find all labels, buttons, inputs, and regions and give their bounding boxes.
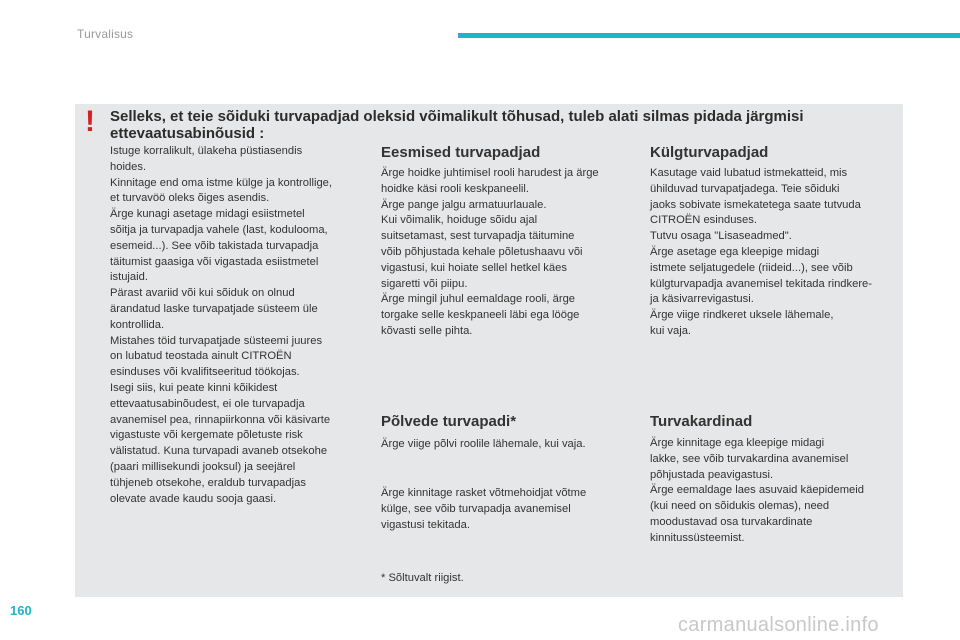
knee-airbag-body-2 (381, 486, 636, 533)
curtain-airbags-body (650, 436, 898, 547)
side-airbags-text: Kasutage vaid lubatud istmekatteid, mis ühilduvad turvapatjadega. Teie sõiduki jaoks sobivate ismekatetega saate tutvuda CITROËN esinduses. Tutvu osaga "Lisaseadmed". Ärge asetage ega kleepige midagi istmete seljatugedele (riideid...), see võib külgturvapadja avanemisel tekitada rindkere- ja käsivarrevigastusi. Ärge viige rindkeret uksele lähemale, kui vaja. (650, 167, 873, 337)
warning-headline: Selleks, et teie sõiduki turvapadjad oleksid võimalikult tõhusad, tuleb alati silmas pidada järgmisi ettevaatusabinõusid : (110, 108, 804, 142)
curtain-airbags-text: Ärge kinnitage ega kleepige midagi lakke, see võib turvakardina avanemisel põhjustada peavigastusi. Ärge eemaldage laes asuvaid käepidemeid (kui need on sõidukis olemas), need moodustavad osa turvakardinate kinnitussüsteemist. (650, 437, 864, 544)
curtain-airbags-title: Turvakardinad (650, 413, 753, 430)
front-airbags-text: Ärge hoidke juhtimisel rooli harudest ja ärge hoidke käsi rooli keskpaneelil. Ärge pange jalgu armatuurlauale. Kui võimalik, hoiduge sõidu ajal suitsetamast, sest turvapadja täitumine võib põhjustada kehale põletushaavu või vigastusi, kui hoiate sellel hetkel käes sigaretti või piipu. Ärge mingil juhul eemaldage rooli, ärge torgake selle keskpaneeli läbi ega lööge kõvasti selle pihta. (381, 167, 599, 337)
side-airbags-body (650, 166, 898, 340)
page-number: 160 (10, 603, 32, 618)
watermark: carmanualsonline.info (678, 614, 879, 636)
knee-airbag-text-1: Ärge viige põlvi roolile lähemale, kui vaja. (381, 438, 586, 450)
general-precautions-text: Istuge korralikult, ülakeha püstiasendis hoides. Kinnitage end oma istme külge ja kontrollige, et turvavöö oleks õiges asendis. Ärge kunagi asetage midagi esiistmetel sõitja ja turvapadja vahele (last, kodulooma, esemeid...). See võib takistada turvapadja täitumist gaasiga või vigastada esiistmetel istujaid. Pärast avariid või kui sõiduk on olnud ärandatud laske turvapatjade süsteem üle kontrollida. Mistahes töid turvapatjade süsteemi juures on lubatud teostada ainult CITROËN esinduses või kvalifitseeritud töökojas. Isegi siis, kui peate kinni kõikidest ettevaatusabinõudest, ei ole turvapadja avanemisel pea, rinnapiirkonna või käsivarte vigastuste või kergemate põletuste risk välistatud. Kuna turvapadi avaneb otsekohe (paari millisekundi jooksul) ja seejärel tühjeneb otsekohe, eraldub turvapadjas olevate avade kaudu sooja gaasi. (110, 145, 333, 505)
front-airbags-body (381, 166, 636, 340)
section-title: Turvalisus (77, 27, 134, 41)
side-airbags-title: Külgturvapadjad (650, 144, 769, 161)
section-accent-bar (458, 33, 960, 38)
footnote (381, 571, 636, 587)
knee-airbag-title: Põlvede turvapadi* (381, 413, 517, 430)
warning-icon: ! (85, 105, 95, 138)
knee-airbag-body-1 (381, 437, 636, 453)
knee-airbag-text-2: Ärge kinnitage rasket võtmehoidjat võtme külge, see võib turvapadja avanemisel vigastusi tekitada. (381, 487, 587, 531)
general-precautions (110, 144, 360, 507)
front-airbags-title: Eesmised turvapadjad (381, 144, 541, 161)
footnote-text: * Sõltuvalt riigist. (381, 572, 464, 584)
